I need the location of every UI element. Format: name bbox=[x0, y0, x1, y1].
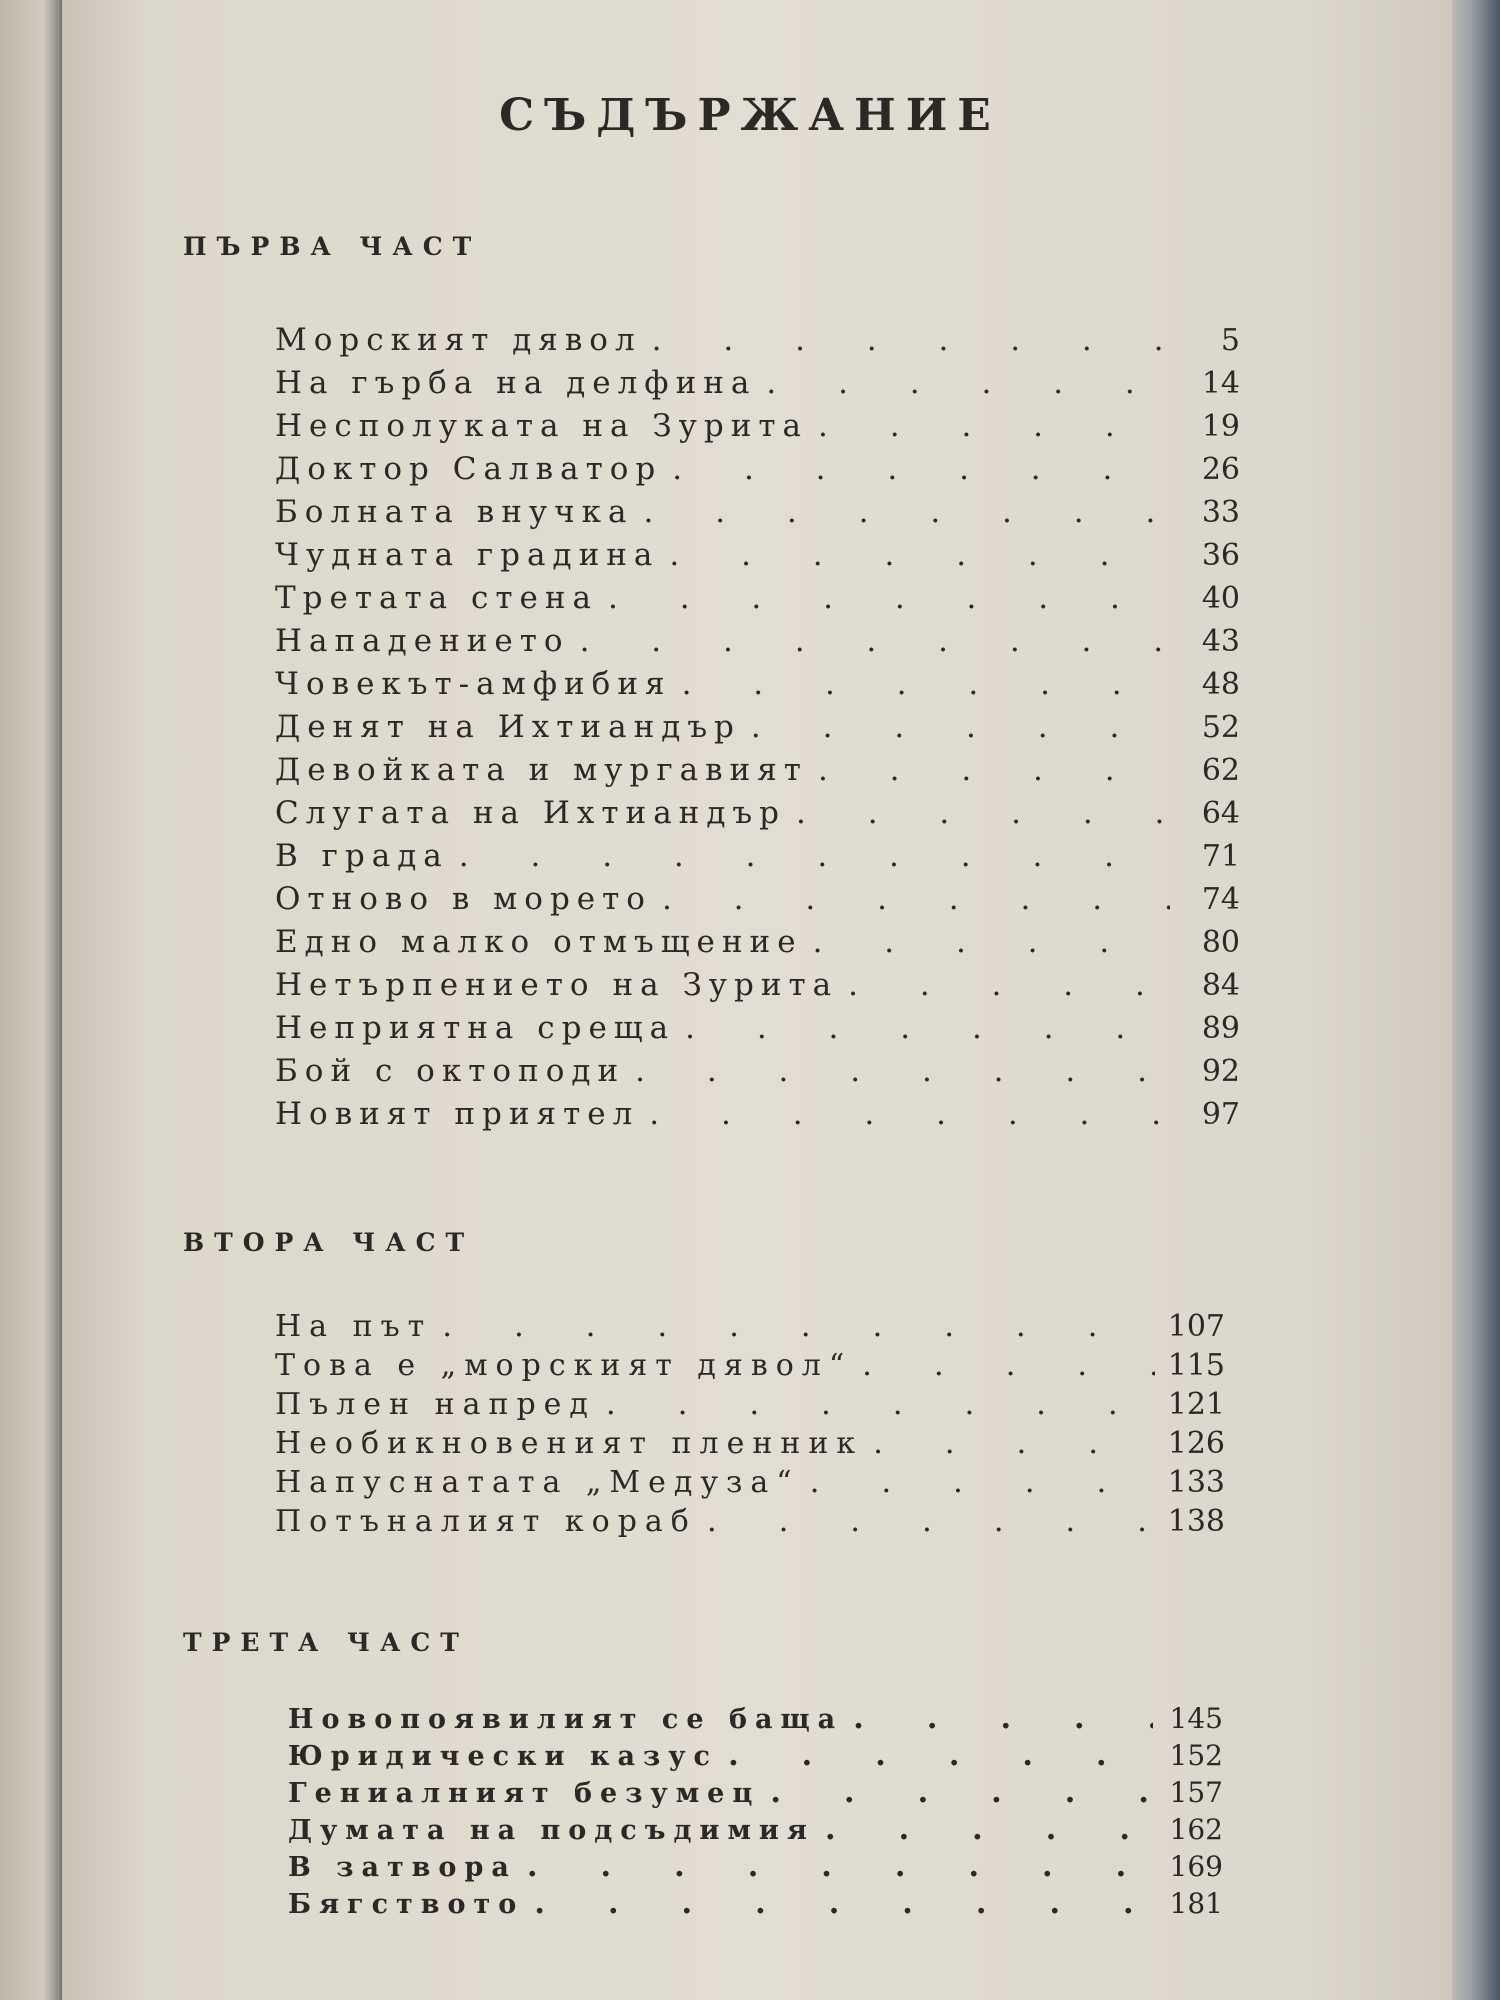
toc-entry bbox=[275, 580, 1240, 623]
toc-entry bbox=[275, 967, 1240, 1010]
dot-leader bbox=[449, 838, 1170, 874]
page-number: 84 bbox=[1201, 968, 1240, 1003]
chapter-title: Денят на Ихтиандър bbox=[275, 709, 741, 745]
chapter-title: Напуснатата „Медуза“ bbox=[275, 1465, 800, 1500]
toc-entry bbox=[275, 451, 1240, 494]
chapter-title: Неприятна среща bbox=[275, 1010, 676, 1046]
toc-entry bbox=[288, 1848, 1223, 1885]
page-number: 169 bbox=[1169, 1850, 1223, 1883]
page-number: 71 bbox=[1201, 839, 1240, 874]
toc-entry bbox=[275, 752, 1240, 795]
page-number: 5 bbox=[1220, 323, 1240, 358]
part-heading-3: ТРЕТА ЧАСТ bbox=[183, 1628, 469, 1657]
toc-entry bbox=[275, 666, 1240, 709]
page-number: 43 bbox=[1201, 624, 1240, 659]
dot-leader bbox=[815, 1811, 1153, 1847]
dot-leader bbox=[672, 666, 1170, 702]
page-number: 74 bbox=[1201, 882, 1240, 917]
toc-entry bbox=[288, 1885, 1223, 1922]
toc-entry bbox=[275, 924, 1240, 967]
dot-leader bbox=[598, 580, 1170, 616]
toc-entry bbox=[288, 1811, 1223, 1848]
chapter-title: Нетърпението на Зурита bbox=[275, 967, 839, 1003]
chapter-title: Доктор Салватор bbox=[275, 451, 663, 487]
chapter-title: Човекът-амфибия bbox=[275, 666, 672, 702]
page-number: 181 bbox=[1169, 1887, 1223, 1920]
chapter-title: Морският дявол bbox=[275, 322, 642, 358]
dot-leader bbox=[741, 709, 1170, 745]
chapter-title: В затвора bbox=[288, 1852, 517, 1883]
page-number: 162 bbox=[1169, 1813, 1223, 1846]
dot-leader bbox=[756, 365, 1170, 401]
dot-leader bbox=[718, 1737, 1153, 1773]
dot-leader bbox=[517, 1848, 1153, 1884]
chapter-title: Новият приятел bbox=[275, 1096, 640, 1132]
page-number: 97 bbox=[1201, 1097, 1240, 1132]
page-number: 33 bbox=[1201, 495, 1240, 530]
dot-leader bbox=[760, 1774, 1153, 1810]
toc-entry bbox=[275, 494, 1240, 537]
page-number: 48 bbox=[1201, 667, 1240, 702]
chapter-title: На гърба на делфина bbox=[275, 365, 757, 401]
chapter-title: Пълен напред bbox=[275, 1387, 596, 1422]
toc-entry bbox=[275, 838, 1240, 881]
page-number: 26 bbox=[1201, 452, 1240, 487]
toc-entry bbox=[275, 1464, 1225, 1503]
chapter-title: Едно малко отмъщение bbox=[275, 924, 803, 960]
dot-leader bbox=[803, 924, 1170, 960]
dot-leader bbox=[838, 967, 1170, 1003]
toc-entry bbox=[275, 881, 1240, 924]
page-number: 52 bbox=[1201, 710, 1240, 745]
dot-leader bbox=[652, 881, 1170, 917]
toc-entry bbox=[275, 322, 1240, 365]
page-number: 107 bbox=[1167, 1309, 1225, 1344]
dot-leader bbox=[863, 1425, 1155, 1461]
book-gutter bbox=[0, 0, 62, 2000]
chapter-title: Болната внучка bbox=[275, 494, 634, 530]
dot-leader bbox=[800, 1464, 1155, 1500]
page-title: СЪДЪРЖАНИЕ bbox=[499, 90, 1001, 141]
page-number: 145 bbox=[1169, 1702, 1223, 1735]
chapter-title: Слугата на Ихтиандър bbox=[275, 795, 786, 831]
toc-entry bbox=[288, 1700, 1223, 1737]
dot-leader bbox=[596, 1386, 1155, 1422]
chapter-title: Бой с октоподи bbox=[275, 1053, 626, 1089]
page-edge bbox=[1452, 0, 1500, 2000]
dot-leader bbox=[843, 1700, 1153, 1736]
toc-entry bbox=[275, 408, 1240, 451]
chapter-title: Несполуката на Зурита bbox=[275, 408, 809, 444]
dot-leader bbox=[697, 1503, 1155, 1539]
toc-part-1 bbox=[275, 322, 1240, 1139]
page-number: 64 bbox=[1201, 796, 1240, 831]
dot-leader bbox=[625, 1053, 1170, 1089]
toc-part-3 bbox=[288, 1700, 1223, 1922]
chapter-title: Отново в морето bbox=[275, 881, 652, 917]
chapter-title: Потъналият кораб bbox=[275, 1504, 697, 1539]
dot-leader bbox=[633, 494, 1170, 530]
toc-entry bbox=[275, 1386, 1225, 1425]
chapter-title: Бягството bbox=[288, 1889, 525, 1920]
toc-entry bbox=[275, 1096, 1240, 1139]
chapter-title: Юридически казус bbox=[288, 1741, 718, 1772]
toc-entry bbox=[275, 623, 1240, 666]
dot-leader bbox=[662, 451, 1170, 487]
toc-entry bbox=[275, 365, 1240, 408]
chapter-title: В града bbox=[275, 838, 449, 874]
toc-entry bbox=[275, 1010, 1240, 1053]
toc-entry bbox=[275, 1053, 1240, 1096]
page-number: 40 bbox=[1201, 581, 1240, 616]
dot-leader bbox=[570, 623, 1170, 659]
page-number: 152 bbox=[1169, 1739, 1223, 1772]
dot-leader bbox=[808, 752, 1170, 788]
page-number: 36 bbox=[1201, 538, 1240, 573]
dot-leader bbox=[675, 1010, 1170, 1046]
page-number: 157 bbox=[1169, 1776, 1223, 1809]
page-number: 126 bbox=[1167, 1426, 1225, 1461]
page-number: 62 bbox=[1201, 753, 1240, 788]
page-number: 92 bbox=[1201, 1054, 1240, 1089]
page-number: 115 bbox=[1167, 1348, 1225, 1383]
page-number: 19 bbox=[1201, 409, 1240, 444]
page-number: 89 bbox=[1201, 1011, 1240, 1046]
chapter-title: Необикновеният пленник bbox=[275, 1426, 864, 1461]
chapter-title: Чудната градина bbox=[275, 537, 660, 573]
toc-entry bbox=[275, 537, 1240, 580]
chapter-title: Третата стена bbox=[275, 580, 598, 616]
part-heading-2: ВТОРА ЧАСТ bbox=[183, 1228, 475, 1257]
toc-entry bbox=[275, 709, 1240, 752]
dot-leader bbox=[786, 795, 1170, 831]
dot-leader bbox=[432, 1308, 1155, 1344]
page-number: 138 bbox=[1167, 1504, 1225, 1539]
dot-leader bbox=[642, 322, 1170, 358]
toc-entry bbox=[275, 1503, 1225, 1542]
chapter-title: Новопоявилият се баща bbox=[288, 1704, 844, 1735]
page-number: 14 bbox=[1201, 366, 1240, 401]
dot-leader bbox=[852, 1347, 1155, 1383]
toc-entry bbox=[275, 795, 1240, 838]
chapter-title: Нападението bbox=[275, 623, 570, 659]
chapter-title: Думата на подсъдимия bbox=[288, 1815, 815, 1846]
chapter-title: На път bbox=[275, 1309, 433, 1344]
dot-leader bbox=[639, 1096, 1170, 1132]
toc-entry bbox=[275, 1425, 1225, 1464]
toc-part-2 bbox=[275, 1308, 1225, 1542]
page-number: 133 bbox=[1167, 1465, 1225, 1500]
toc-entry bbox=[275, 1347, 1225, 1386]
part-heading-1: ПЪРВА ЧАСТ bbox=[183, 232, 482, 261]
page-number: 80 bbox=[1201, 925, 1240, 960]
chapter-title: Девойката и мургавият bbox=[275, 752, 808, 788]
dot-leader bbox=[524, 1885, 1153, 1921]
page-number: 121 bbox=[1167, 1387, 1225, 1422]
dot-leader bbox=[808, 408, 1170, 444]
dot-leader bbox=[659, 537, 1170, 573]
toc-entry bbox=[288, 1774, 1223, 1811]
toc-entry bbox=[275, 1308, 1225, 1347]
chapter-title: Гениалният безумец bbox=[288, 1778, 761, 1809]
chapter-title: Това е „морският дявол“ bbox=[275, 1348, 853, 1383]
toc-entry bbox=[288, 1737, 1223, 1774]
